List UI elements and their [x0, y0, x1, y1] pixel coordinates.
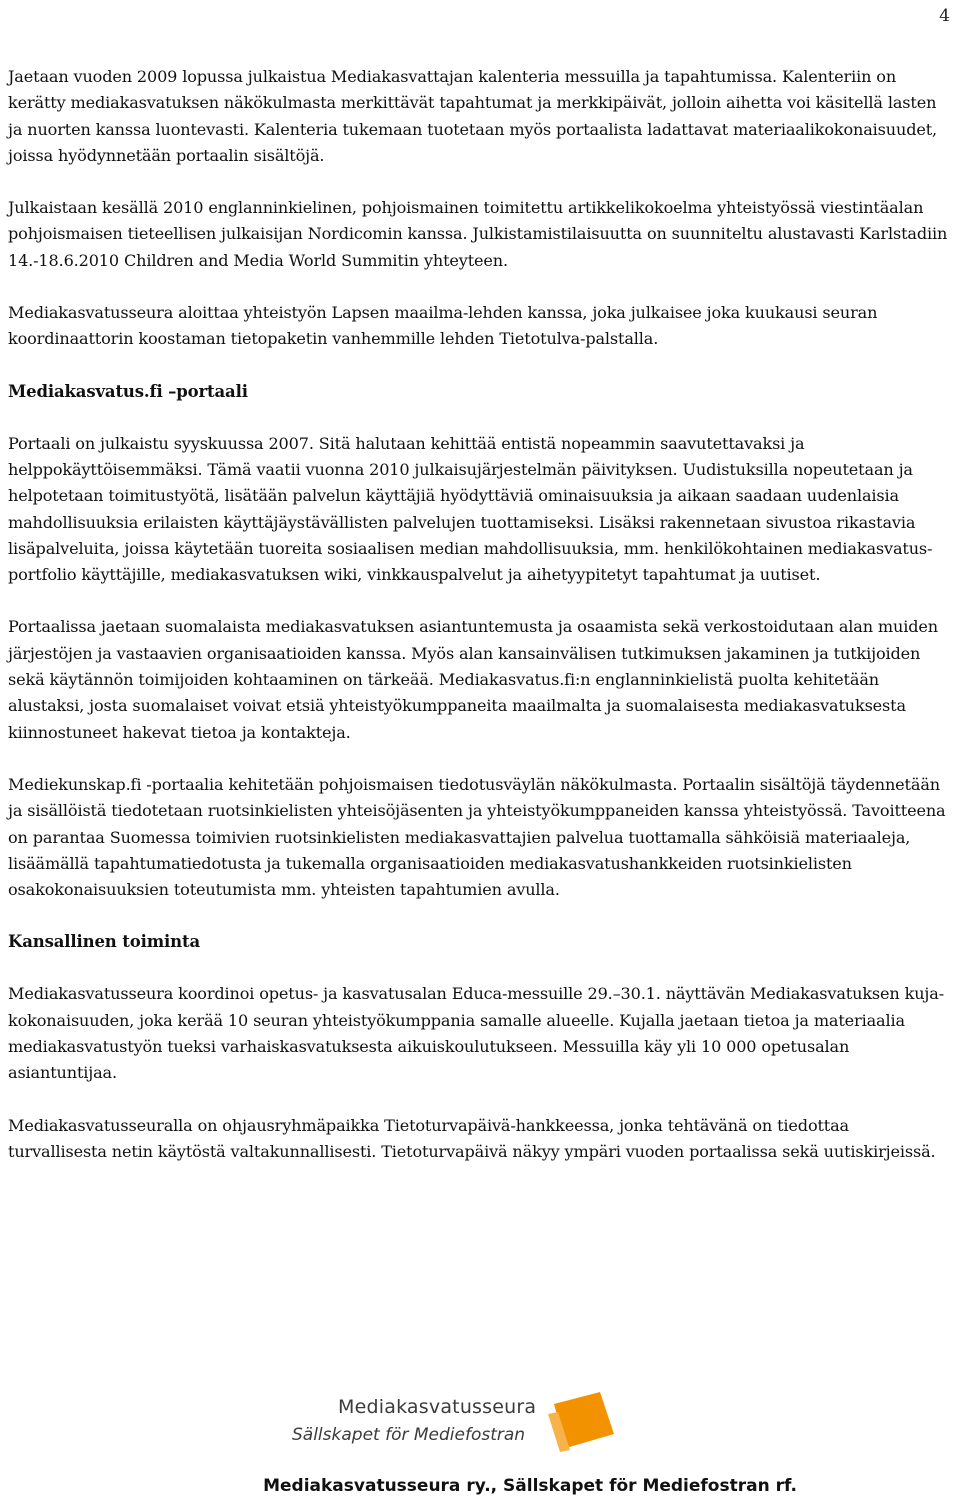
logo-subtitle: Sällskapet för Mediefostran [292, 1425, 526, 1445]
logo-mark-icon [548, 1390, 618, 1454]
paragraph-nordicom: Julkaistaan kesällä 2010 englanninkielinen, pohjoismainen toimitettu artikkelikokoelma yhteistyössä viestintäalan pohjoismaisen tieteellisen julkaisijan Nordicomin kanssa. Julkistamistilaisuutta on suunniteltu alustavasti Karlstadiin 14.-18.6.2010 Children and Media World Summitin yhteyteen. [8, 198, 948, 270]
paragraph-calendar: Jaetaan vuoden 2009 lopussa julkaistua Mediakasvattajan kalenteria messuilla ja tapahtumissa. Kalenteriin on kerätty mediakasvatuksen näkökulmasta merkittävät tapahtumat ja merkkipäivät, jolloin aihetta voi käsitellä lasten ja nuorten kanssa luontevasti. Kalenteria tukemaan tuotetaan myös portaalista ladattavat materiaalikokonaisuudet, joissa hyödynnetään portaalin sisältöjä. [8, 67, 938, 165]
paragraph-tietoturvapaiva: Mediakasvatusseuralla on ohjausryhmäpaikka Tietoturvapäivä-hankkeessa, jonka tehtävänä on tiedottaa turvallisesta netin käytöstä valtakunnallisesti. Tietoturvapäivä näkyy ympäri vuoden portaalissa sekä uutiskirjeissä. [8, 1115, 936, 1161]
organization-logo [290, 1390, 630, 1462]
document-body [8, 64, 952, 1191]
page-number: 4 [939, 6, 950, 26]
paragraph-portal-expertise: Portaalissa jaetaan suomalaista mediakasvatuksen asiantuntemusta ja osaamista sekä verkostoidutaan alan muiden järjestöjen ja vastaavien organisaatioiden kanssa. Myös alan kansainvälisen tutkimuksen jakaminen ja tutkijoiden sekä käytännön toimijoiden kohtaaminen on tärkeää. Mediakasvatus.fi:n englanninkielistä puolta kehitetään alustaksi, josta suomalaiset voivat etsiä yhteistyökumppaneita maailmalta ja suomalaisesta mediakasvatuksesta kiinnostuneet hakevat tietoa ja kontakteja. [8, 617, 938, 742]
paragraph-mediekunskap: Mediekunskap.fi -portaalia kehitetään pohjoismaisen tiedotusväylän näkökulmasta. Portaalin sisältöjä täydennetään ja sisällöistä tiedotetaan ruotsinkielisten yhteisöjäsenten ja yhteistyökumppaneiden kanssa yhteistyössä. Tavoitteena on parantaa Suomessa toimivien ruotsinkielisten mediakasvattajien palvelua tuottamalla sähköisiä materiaaleja, lisäämällä tapahtumatiedotusta ja tukemalla organisaatioiden mediakasvatushankkeiden ruotsinkielisten osakokonaisuuksien toteutumista mm. yhteisten tapahtumien avulla. [8, 774, 946, 900]
footer-text: Mediakasvatusseura ry., Sällskapet för Mediefostran rf. [263, 1476, 797, 1496]
heading-national-activities: Kansallinen toiminta [8, 932, 200, 952]
paragraph-portal-published: Portaali on julkaistu syyskuussa 2007. Sitä halutaan kehittää entistä nopeammin saavutettavaksi ja helppokäyttöisemmäksi. Tämä vaatii vuonna 2010 julkaisujärjestelmän päivityksen. Uudistuksilla nopeutetaan ja helpotetaan toimitustyötä, lisätään palvelun käyttäjiä hyödyttäviä ominaisuuksia ja aikaan saadaan uudenlaisia mahdollisuuksia erilaisten käyttäjäystävällisten palvelujen tuottamiseksi. Lisäksi rakennetaan sivustoa rikastavia lisäpalveluita, joissa käytetään tuoreita sosiaalisen median mahdollisuuksia, mm. henkilökohtainen mediakasvatus-portfolio käyttäjille, mediakasvatuksen wiki, vinkkauspalvelut ja aihetyypitetyt tapahtumat ja uutiset. [8, 433, 933, 585]
heading-portal: Mediakasvatus.fi –portaali [8, 381, 248, 401]
logo-title: Mediakasvatusseura [338, 1396, 537, 1418]
paragraph-lapsen-maailma: Mediakasvatusseura aloittaa yhteistyön Lapsen maailma-lehden kanssa, joka julkaisee joka kuukausi seuran koordinaattorin koostaman tietopaketin vanhemmille lehden Tietotulva-palstalla. [8, 303, 878, 349]
paragraph-educa: Mediakasvatusseura koordinoi opetus- ja kasvatusalan Educa-messuille 29.–30.1. näyttävän Mediakasvatuksen kuja-kokonaisuuden, joka kerää 10 seuran yhteistyökumppania samalle alueelle. Kujalla jaetaan tietoa ja materiaalia mediakasvatustyön tueksi varhaiskasvatuksesta aikuiskoulutukseen. Messuilla käy yli 10 000 opetusalan asiantuntijaa. [8, 984, 944, 1083]
